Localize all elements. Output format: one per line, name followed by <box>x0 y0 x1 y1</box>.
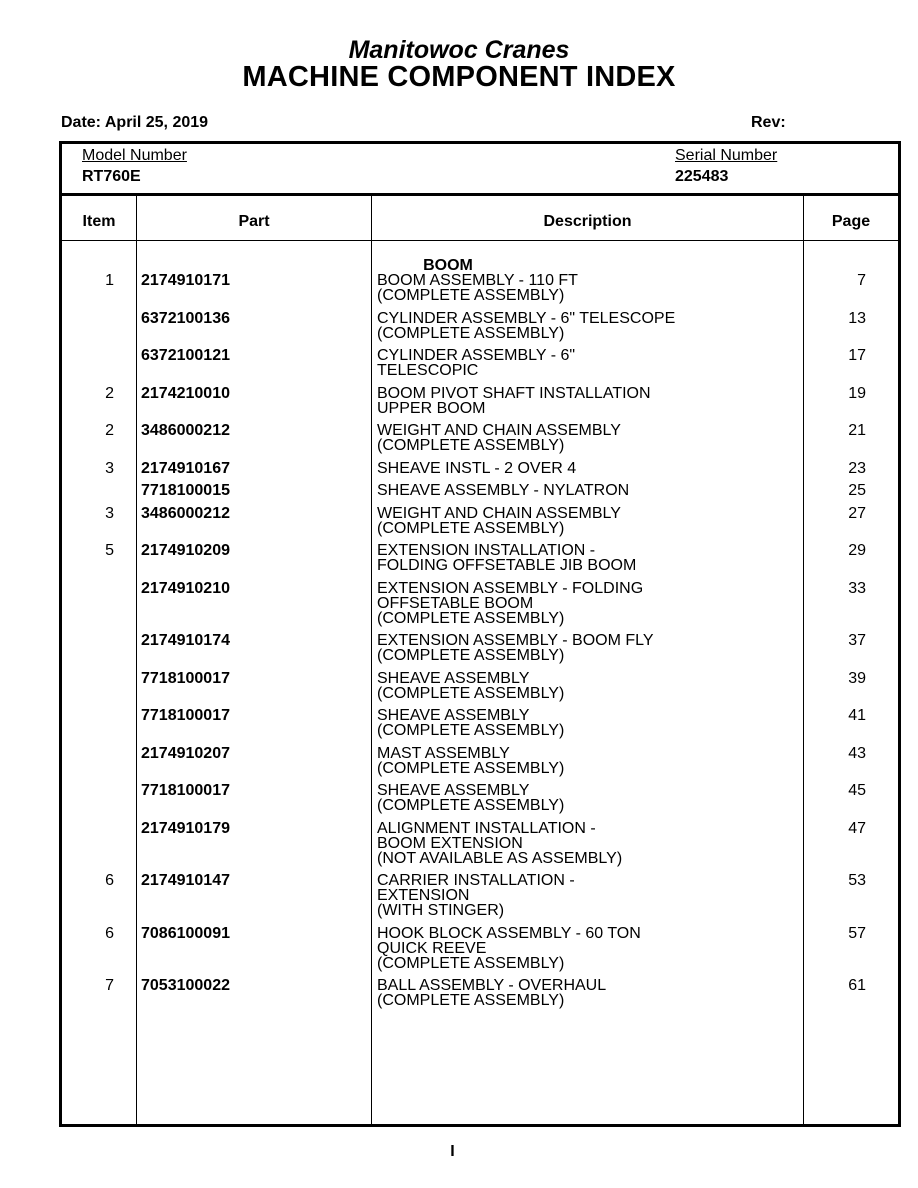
part-description <box>377 708 797 738</box>
part-number: 7053100022 <box>141 977 230 994</box>
description-line: FOLDING OFFSETABLE JIB BOOM <box>377 557 637 574</box>
table-row <box>62 783 898 821</box>
document-title: MACHINE COMPONENT INDEX <box>242 61 676 93</box>
part-description <box>377 461 797 476</box>
page-reference: 27 <box>848 504 866 522</box>
description-line: OFFSETABLE BOOM <box>377 594 534 612</box>
part-number: 2174910179 <box>141 819 230 837</box>
part-description <box>377 978 797 1008</box>
table-row <box>62 926 898 979</box>
column-header-part: Part <box>238 213 270 230</box>
page-reference: 13 <box>848 309 866 327</box>
column-header-item: Item <box>82 213 116 230</box>
item-number: 6 <box>105 924 114 942</box>
description-line: SHEAVE ASSEMBLY <box>377 782 530 799</box>
page-reference: 53 <box>848 872 866 889</box>
date-label: Date: April 25, 2019 <box>61 114 209 131</box>
description-line: SHEAVE ASSEMBLY <box>377 669 530 687</box>
part-number: 2174910167 <box>141 459 230 477</box>
part-description <box>377 671 797 701</box>
table-row <box>62 821 898 874</box>
description-line: MAST ASSEMBLY <box>377 744 510 762</box>
table-row <box>62 273 898 311</box>
description-line: EXTENSION ASSEMBLY - BOOM FLY <box>377 632 654 649</box>
page-reference: 57 <box>848 924 866 942</box>
table-row <box>62 746 898 784</box>
item-number: 7 <box>105 977 114 994</box>
description-line: (COMPLETE ASSEMBLY) <box>377 519 565 537</box>
model-number-value: RT760E <box>82 168 141 185</box>
part-number: 7718100017 <box>141 669 230 687</box>
company-title: Manitowoc Cranes <box>348 36 570 64</box>
component-table <box>59 141 901 1127</box>
table-row <box>62 671 898 709</box>
description-line: ALIGNMENT INSTALLATION - <box>377 819 596 837</box>
part-description <box>377 821 797 866</box>
part-description <box>377 386 797 416</box>
description-line: (COMPLETE ASSEMBLY) <box>377 759 565 777</box>
column-header-divider <box>62 240 898 241</box>
table-row <box>62 581 898 634</box>
part-number: 2174210010 <box>141 384 230 402</box>
part-number: 6372100121 <box>141 347 230 364</box>
part-description <box>377 746 797 776</box>
part-description <box>377 543 797 573</box>
item-number: 2 <box>105 422 114 439</box>
part-number: 3486000212 <box>141 504 230 522</box>
description-line: (NOT AVAILABLE AS ASSEMBLY) <box>377 849 623 867</box>
table-row <box>62 461 898 484</box>
description-line: BALL ASSEMBLY - OVERHAUL <box>377 977 607 994</box>
description-line: SHEAVE INSTL - 2 OVER 4 <box>377 459 577 477</box>
item-number: 6 <box>105 872 114 889</box>
part-description <box>377 783 797 813</box>
table-row <box>62 506 898 544</box>
page-reference: 61 <box>848 977 866 994</box>
page-reference: 33 <box>848 579 866 597</box>
table-row <box>62 543 898 581</box>
description-line: WEIGHT AND CHAIN ASSEMBLY <box>377 422 621 439</box>
description-line: CYLINDER ASSEMBLY - 6" TELESCOPE <box>377 309 676 327</box>
description-line: (COMPLETE ASSEMBLY) <box>377 722 565 739</box>
description-line: (COMPLETE ASSEMBLY) <box>377 684 565 702</box>
description-line: EXTENSION <box>377 887 470 904</box>
description-line: CARRIER INSTALLATION - <box>377 872 575 889</box>
part-number: 2174910147 <box>141 872 230 889</box>
part-description <box>377 633 797 663</box>
revision-label: Rev: <box>751 114 786 131</box>
page-reference: 29 <box>848 542 866 559</box>
description-line: UPPER BOOM <box>377 399 486 417</box>
column-header-page: Page <box>831 213 871 230</box>
description-line: SHEAVE ASSEMBLY - NYLATRON <box>377 482 630 499</box>
part-description <box>377 423 797 453</box>
part-description <box>377 873 797 918</box>
description-line: (COMPLETE ASSEMBLY) <box>377 324 565 342</box>
part-description <box>377 483 797 498</box>
part-number: 2174910174 <box>141 632 230 649</box>
description-line: TELESCOPIC <box>377 362 479 379</box>
table-row <box>62 386 898 424</box>
page-reference: 37 <box>848 632 866 649</box>
description-line: (COMPLETE ASSEMBLY) <box>377 287 565 304</box>
page-reference: 19 <box>848 384 866 402</box>
page-reference: 47 <box>848 819 866 837</box>
description-line: BOOM PIVOT SHAFT INSTALLATION <box>377 384 651 402</box>
description-line: SHEAVE ASSEMBLY <box>377 707 530 724</box>
page-reference: 25 <box>848 482 866 499</box>
page-reference: 43 <box>848 744 866 762</box>
part-number: 2174910209 <box>141 542 230 559</box>
description-line: HOOK BLOCK ASSEMBLY - 60 TON <box>377 924 641 942</box>
description-line: (COMPLETE ASSEMBLY) <box>377 647 565 664</box>
part-number: 3486000212 <box>141 422 230 439</box>
page-number: I <box>450 1143 455 1160</box>
serial-number-label: Serial Number <box>675 147 778 164</box>
page-reference: 23 <box>848 459 866 477</box>
description-line: (WITH STINGER) <box>377 902 505 919</box>
table-row <box>62 423 898 461</box>
description-line: QUICK REEVE <box>377 939 487 957</box>
item-number: 5 <box>105 542 114 559</box>
page-reference: 17 <box>848 347 866 364</box>
description-line: (COMPLETE ASSEMBLY) <box>377 437 565 454</box>
part-description <box>377 348 797 378</box>
part-number: 7086100091 <box>141 924 230 942</box>
item-number: 3 <box>105 459 114 477</box>
page-reference: 39 <box>848 669 866 687</box>
part-number: 7718100015 <box>141 482 230 499</box>
table-row <box>62 311 898 349</box>
part-number: 2174910210 <box>141 579 230 597</box>
description-line: WEIGHT AND CHAIN ASSEMBLY <box>377 504 621 522</box>
part-number: 7718100017 <box>141 707 230 724</box>
part-number: 6372100136 <box>141 309 230 327</box>
part-number: 2174910207 <box>141 744 230 762</box>
header-divider <box>62 193 898 196</box>
description-line: EXTENSION INSTALLATION - <box>377 542 596 559</box>
table-row <box>62 873 898 926</box>
description-line: BOOM EXTENSION <box>377 834 523 852</box>
column-header-description: Description <box>543 213 632 230</box>
description-line: (COMPLETE ASSEMBLY) <box>377 797 565 814</box>
serial-number-value: 225483 <box>675 168 729 185</box>
description-line: (COMPLETE ASSEMBLY) <box>377 992 565 1009</box>
part-description <box>377 273 797 303</box>
model-number-label: Model Number <box>82 147 187 164</box>
part-description <box>377 506 797 536</box>
part-number: 2174910171 <box>141 272 230 289</box>
table-row <box>62 708 898 746</box>
table-row <box>62 633 898 671</box>
page-reference: 7 <box>857 272 866 289</box>
description-line: BOOM ASSEMBLY - 110 FT <box>377 272 578 289</box>
table-row <box>62 483 898 506</box>
part-description <box>377 311 797 341</box>
description-line: (COMPLETE ASSEMBLY) <box>377 954 565 972</box>
item-number: 2 <box>105 384 114 402</box>
page-reference: 21 <box>848 422 866 439</box>
page-reference: 45 <box>848 782 866 799</box>
part-number: 7718100017 <box>141 782 230 799</box>
part-description <box>377 581 797 626</box>
description-line: (COMPLETE ASSEMBLY) <box>377 609 565 627</box>
description-line: CYLINDER ASSEMBLY - 6" <box>377 347 576 364</box>
table-row <box>62 978 898 1016</box>
table-row <box>62 348 898 386</box>
item-number: 3 <box>105 504 114 522</box>
part-description <box>377 926 797 971</box>
item-number: 1 <box>105 272 114 289</box>
description-line: EXTENSION ASSEMBLY - FOLDING <box>377 579 644 597</box>
page-reference: 41 <box>848 707 866 724</box>
section-heading: BOOM <box>423 257 473 274</box>
